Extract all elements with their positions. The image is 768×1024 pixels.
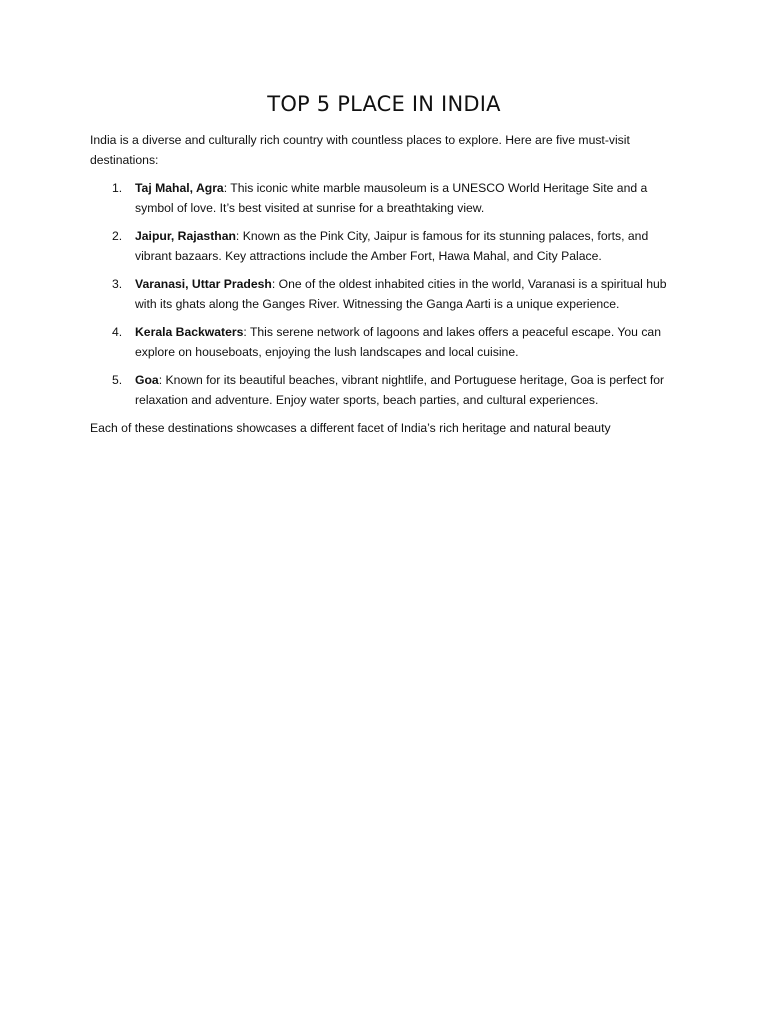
place-description: : Known as the Pink City, Jaipur is famous for its stunning palaces, forts, and vibrant bazaars. Key attractions include the Amber Fort, Hawa Mahal, and City Palace.	[135, 229, 649, 263]
list-item-number: 1.	[112, 181, 123, 195]
list-item-number: 5.	[112, 373, 123, 387]
list-item	[90, 227, 680, 266]
place-name: Jaipur, Rajasthan	[135, 229, 236, 243]
list-item	[90, 179, 680, 218]
list-item-number: 4.	[112, 325, 123, 339]
list-item	[90, 371, 680, 410]
place-name: Varanasi, Uttar Pradesh	[135, 277, 272, 291]
list-item	[90, 275, 680, 314]
place-description: : This iconic white marble mausoleum is a UNESCO World Heritage Site and a symbol of love. It’s best visited at sunrise for a breathtaking view.	[135, 181, 648, 215]
place-description: : This serene network of lagoons and lakes offers a peaceful escape. You can explore on houseboats, enjoying the lush landscapes and local cuisine.	[135, 325, 661, 359]
places-list	[90, 179, 680, 410]
conclusion-paragraph: Each of these destinations showcases a different facet of India’s rich heritage and natural beauty	[90, 421, 611, 435]
list-item-number: 3.	[112, 277, 123, 291]
place-description: : One of the oldest inhabited cities in the world, Varanasi is a spiritual hub with its ghats along the Ganges River. Witnessing the Ganga Aarti is a unique experience.	[135, 277, 667, 311]
document-title: TOP 5 PLACE IN INDIA	[267, 92, 501, 116]
intro-paragraph: India is a diverse and culturally rich country with countless places to explore. Here are five must-visit destinations:	[90, 133, 630, 167]
list-item	[90, 323, 680, 362]
list-item-number: 2.	[112, 229, 123, 243]
place-name: Taj Mahal, Agra	[135, 181, 224, 195]
place-description: : Known for its beautiful beaches, vibrant nightlife, and Portuguese heritage, Goa is perfect for relaxation and adventure. Enjoy water sports, beach parties, and cultural experiences.	[135, 373, 665, 407]
place-name: Kerala Backwaters	[135, 325, 244, 339]
place-name: Goa	[135, 373, 159, 387]
document-body	[90, 131, 680, 439]
